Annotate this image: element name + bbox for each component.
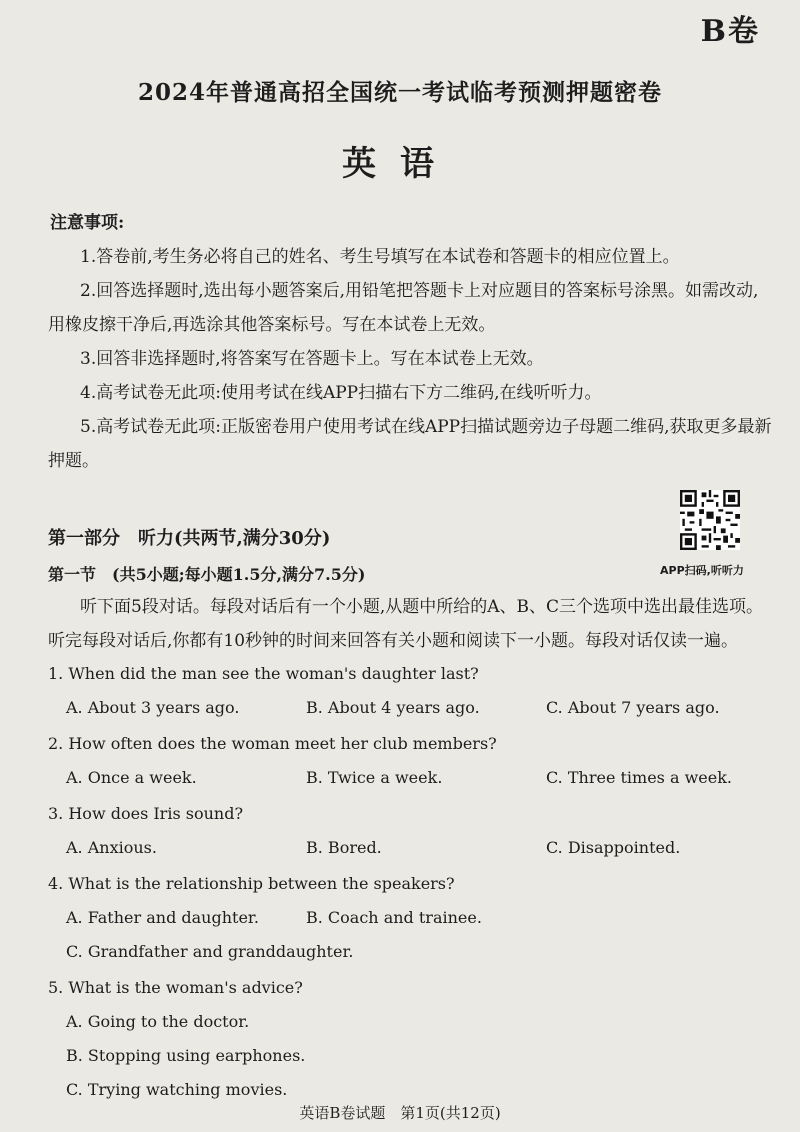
subject-title: 英语	[342, 144, 458, 184]
option-1a: A. About 3 years ago.	[66, 698, 240, 717]
question-3: 3. How does Iris sound?	[48, 804, 244, 823]
option-2b: B. Twice a week.	[306, 768, 443, 787]
notice-item-5: 5.高考试卷无此项:正版密卷用户使用考试在线APP扫描试题旁边子母题二维码,获取更多最新押题。	[48, 417, 772, 471]
option-3a: A. Anxious.	[66, 838, 157, 857]
exam-title: 2024年普通高招全国统一考试临考预测押题密卷	[137, 79, 662, 106]
option-4b: B. Coach and trainee.	[306, 908, 482, 927]
option-1b: B. About 4 years ago.	[306, 698, 480, 717]
question-5: 5. What is the woman's advice?	[48, 978, 303, 997]
option-5a: A. Going to the doctor.	[66, 1012, 250, 1031]
option-3c: C. Disappointed.	[546, 838, 681, 857]
notice-heading: 注意事项:	[50, 213, 125, 233]
section-directions: 听下面5段对话。每段对话后有一个小题,从题中所给的A、B、C三个选项中选出最佳选项。听完每段对话后,你都有10秒钟的时间来回答有关小题和阅读下一小题。每段对话仅读一遍。	[48, 597, 763, 651]
notice-item-3: 3.回答非选择题时,将答案写在答题卡上。写在本试卷上无效。	[80, 349, 544, 369]
option-2a: A. Once a week.	[66, 768, 197, 787]
option-2c: C. Three times a week.	[546, 768, 733, 787]
notice-item-1: 1.答卷前,考生务必将自己的姓名、考生号填写在本试卷和答题卡的相应位置上。	[80, 247, 680, 267]
qr-code-icon[interactable]	[680, 490, 740, 550]
option-1c: C. About 7 years ago.	[546, 698, 720, 717]
option-3b: B. Bored.	[306, 838, 382, 857]
part-heading: 第一部分 听力(共两节,满分30分)	[48, 528, 331, 549]
option-4a: A. Father and daughter.	[66, 908, 259, 927]
question-4: 4. What is the relationship between the speakers?	[48, 874, 455, 893]
page-footer: 英语B卷试题 第1页(共12页)	[299, 1104, 501, 1122]
qr-caption: APP扫码,听听力	[660, 564, 744, 577]
section-heading: 第一节 (共5小题;每小题1.5分,满分7.5分)	[48, 565, 366, 584]
question-1: 1. When did the man see the woman's daughter last?	[48, 664, 479, 683]
option-4c: C. Grandfather and granddaughter.	[66, 942, 354, 961]
option-5b: B. Stopping using earphones.	[66, 1046, 306, 1065]
paper-version: B卷	[700, 14, 760, 49]
notice-item-2: 2.回答选择题时,选出每小题答案后,用铅笔把答题卡上对应题目的答案标号涂黑。如需改动,用橡皮擦干净后,再选涂其他答案标号。写在本试卷上无效。	[48, 281, 759, 335]
option-5c: C. Trying watching movies.	[66, 1080, 288, 1099]
question-2: 2. How often does the woman meet her club members?	[48, 734, 497, 753]
notice-item-4: 4.高考试卷无此项:使用考试在线APP扫描右下方二维码,在线听听力。	[80, 383, 602, 403]
